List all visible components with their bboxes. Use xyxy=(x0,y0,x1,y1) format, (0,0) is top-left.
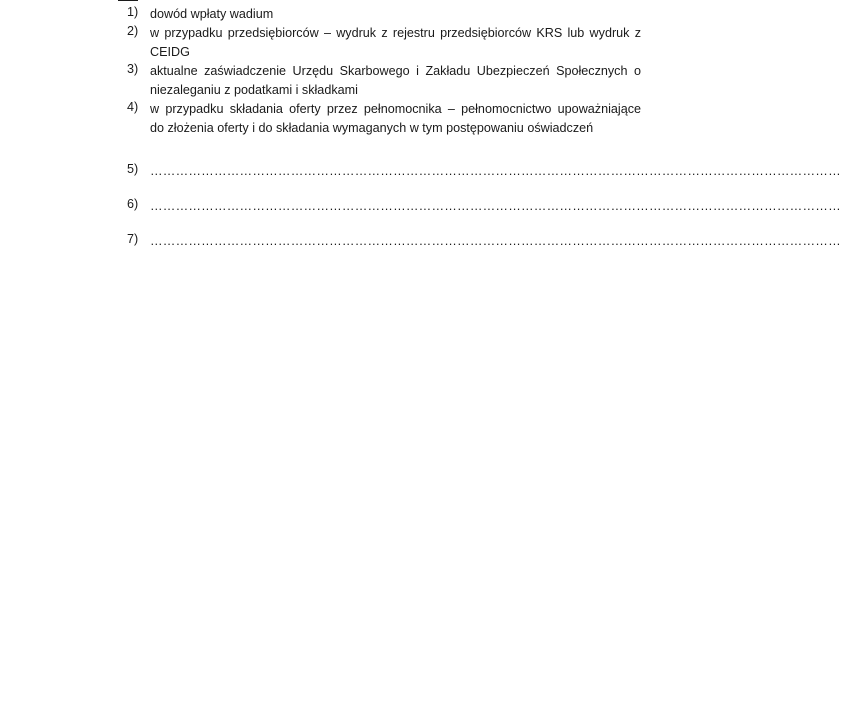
item-number: 5) xyxy=(127,162,139,176)
list-item xyxy=(127,24,641,62)
dotted-fill-line: ……………………………………………………………………………………………………………………………………………… xyxy=(150,164,841,178)
item-text-line: CEIDG xyxy=(150,45,190,59)
item-text-line: w przypadku przedsiębiorców – wydruk z rejestru przedsiębiorców KRS lub wydruk z xyxy=(150,26,641,40)
item-text-line: do złożenia oferty i do składania wymaganych w tym postępowaniu oświadczeń xyxy=(150,121,594,135)
item-text-line: dowód wpłaty wadium xyxy=(150,7,274,21)
dotted-fill-line: ……………………………………………………………………………………………………………………………………………… xyxy=(150,199,841,213)
item-number: 7) xyxy=(127,232,139,246)
top-underline-fragment xyxy=(118,0,138,1)
item-number: 3) xyxy=(127,62,139,76)
item-number: 6) xyxy=(127,197,139,211)
item-text-line: aktualne zaświadczenie Urzędu Skarbowego i Zakładu Ubezpieczeń Społecznych o xyxy=(150,64,641,78)
item-number: 2) xyxy=(127,24,139,38)
item-text-line: niezaleganiu z podatkami i składkami xyxy=(150,83,358,97)
item-text-line: w przypadku składania oferty przez pełnomocnika – pełnomocnictwo upoważniające xyxy=(150,102,641,116)
dotted-fill-line: ……………………………………………………………………………………………………………………………………………… xyxy=(150,234,841,248)
list-item xyxy=(127,62,641,100)
item-number: 1) xyxy=(127,5,139,19)
attachments-list xyxy=(127,5,641,138)
list-item xyxy=(127,5,641,24)
list-item xyxy=(127,100,641,138)
item-number: 4) xyxy=(127,100,139,114)
